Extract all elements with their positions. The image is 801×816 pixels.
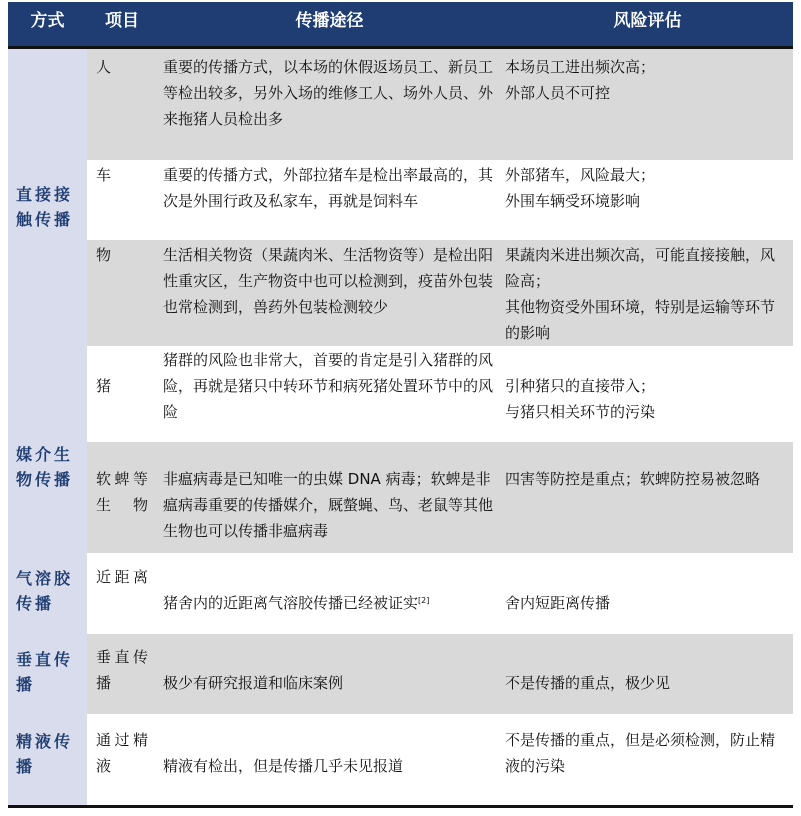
header-risk: 风险评估 — [613, 11, 682, 31]
mode-aerosol: 气溶胶 传播 — [16, 569, 74, 613]
item-cell: 近距离 — [96, 568, 148, 586]
route-cell: 极少有研究报道和临床案例 — [163, 674, 344, 692]
table-header — [8, 2, 793, 46]
risk-cell: 外部猪车，风险最大； 外围车辆受环境影响 — [505, 166, 656, 210]
table-row — [87, 160, 793, 240]
route-cell — [163, 590, 499, 616]
item-cell: 猪 — [96, 377, 112, 395]
item-cell: 人 — [96, 58, 112, 76]
item-cell: 车 — [96, 166, 112, 184]
table-row — [87, 442, 793, 553]
route-cell: 生活相关物资（果蔬肉米、生活物资等）是检出阳性重灾区，生产物资中也可以检测到，疫苗外包装也常检测到，兽药外包装检测较少 — [163, 246, 494, 316]
mode-direct: 直接接 触传播 — [16, 185, 74, 229]
risk-cell: 引种猪只的直接带入； 与猪只相关环节的污染 — [505, 377, 656, 421]
item-cell: 软蜱等生物 — [96, 470, 148, 514]
route-cell: 精液有检出，但是传播几乎未见报道 — [163, 757, 404, 775]
risk-cell: 本场员工进出频次高； 外部人员不可控 — [505, 58, 656, 102]
risk-cell: 舍内短距离传播 — [505, 594, 611, 612]
item-cell: 通过精液 — [96, 731, 148, 775]
mode-semen: 精液传 播 — [16, 732, 74, 776]
risk-cell: 果蔬肉米进出频次高，可能直接接触，风险高； 其他物资受外围环境，特别是运输等环节的影响 — [505, 246, 776, 342]
table-row — [87, 49, 793, 160]
risk-cell: 四害等防控是重点；软蜱防控易被忽略 — [505, 470, 761, 488]
header-mode: 方式 — [30, 11, 65, 31]
table-row — [87, 634, 793, 714]
risk-cell: 不是传播的重点，极少见 — [505, 674, 671, 692]
route-cell: 重要的传播方式，外部拉猪车是检出率最高的，其次是外围行政及私家车，再就是饲料车 — [163, 166, 494, 210]
item-cell: 物 — [96, 246, 112, 264]
route-cell: 重要的传播方式，以本场的休假返场员工、新员工等检出较多，另外入场的维修工人、场外人员、外来拖猪人员检出多 — [163, 58, 494, 128]
header-route: 传播途径 — [295, 11, 364, 31]
mode-vector: 媒介生 物传播 — [16, 445, 74, 489]
route-cell: 非瘟病毒是已知唯一的虫媒 DNA 病毒；软蜱是非瘟病毒重要的传播媒介，厩螫蝇、鸟、老鼠等其他生物也可以传播非瘟病毒 — [163, 470, 494, 540]
risk-cell: 不是传播的重点，但是必须检测，防止精液的污染 — [505, 731, 776, 775]
mode-vertical: 垂直传 播 — [16, 650, 74, 694]
route-cell: 猪群的风险也非常大，首要的肯定是引入猪群的风险，再就是猪只中转环节和病死猪处置环节中的风险 — [163, 351, 494, 421]
citation-ref: [2] — [418, 596, 430, 605]
bottom-rule — [8, 805, 793, 808]
table-row — [87, 714, 793, 805]
route-text: 猪舍内的近距离气溶胶传播已经被证实 — [163, 594, 419, 612]
item-cell: 垂直传播 — [96, 648, 148, 692]
table-row — [87, 240, 793, 346]
table-row — [87, 346, 793, 442]
header-item: 项目 — [105, 11, 139, 31]
table-row — [87, 553, 793, 634]
